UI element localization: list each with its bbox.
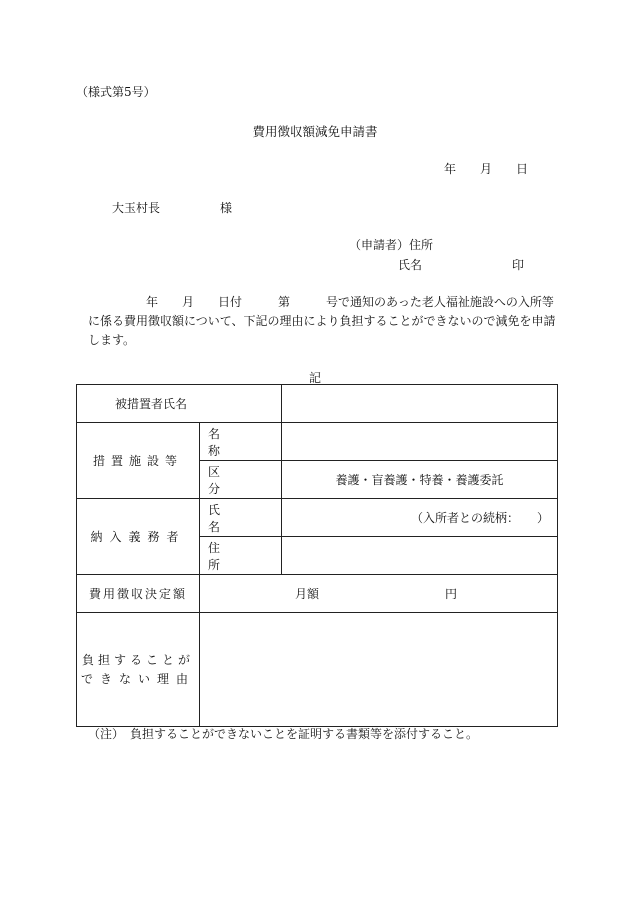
applicant-name-line <box>398 256 524 273</box>
facility-name-label <box>200 423 282 461</box>
subject-name-text <box>77 395 281 412</box>
payer-relation-field[interactable]: （入所者との続柄： ） <box>282 499 558 537</box>
facility-class-label <box>200 461 282 499</box>
reason-label-line-2: できない理由 <box>80 671 195 686</box>
reason-label <box>77 613 200 727</box>
reason-field[interactable] <box>200 613 558 727</box>
facility-class-options[interactable]: 養護・盲養護・特養・養護委託 <box>282 461 558 499</box>
facility-class-label-text: 区分 <box>208 464 261 496</box>
body-line-2: に係る費用徴収額について、下記の理由により負担することができないので減免を申請 <box>88 314 556 328</box>
payer-address-label <box>200 537 282 575</box>
facility-name-field[interactable] <box>282 423 558 461</box>
facility-name-label-text: 名称 <box>208 426 261 458</box>
addressee-name: 大玉村長 <box>112 201 161 215</box>
form-number: （様式第5号） <box>76 85 156 99</box>
reason-label-line-1: 負担することが <box>81 652 194 667</box>
payer-label-text: 納入義務者 <box>90 530 186 544</box>
amount-yen-label: 円 <box>445 587 458 601</box>
applicant-address-label: （申請者）住所 <box>349 238 434 252</box>
addressee <box>112 199 232 216</box>
payer-name-label-text: 氏名 <box>208 502 261 534</box>
facility-label <box>77 423 200 499</box>
subject-name-label-text: 被措置者氏名 <box>115 397 188 411</box>
amount-monthly-label: 月額 <box>295 587 320 601</box>
subject-name-label <box>77 385 282 423</box>
date-line <box>444 160 528 177</box>
subject-name-field[interactable] <box>282 385 558 423</box>
ki-heading: 記 <box>308 371 321 385</box>
amount-label-text: 費用徴収決定額 <box>88 587 187 601</box>
body-line-1: 年 月 日付 第 号で通知のあった老人福祉施設への入所等 <box>146 295 554 309</box>
request-body <box>88 293 568 350</box>
amount-label <box>77 575 200 613</box>
applicant-name-label: 氏名 <box>398 258 423 272</box>
document-title: 費用徴収額減免申請書 <box>252 124 378 139</box>
payer-label <box>77 499 200 575</box>
date-month: 月 <box>480 162 493 176</box>
body-line-3: します。 <box>88 333 136 347</box>
seal-mark: 印 <box>512 258 525 272</box>
application-table <box>76 384 558 727</box>
date-day: 日 <box>516 162 529 176</box>
payer-address-label-text: 住所 <box>208 540 261 572</box>
addressee-honorific: 様 <box>220 201 233 215</box>
payer-name-label <box>200 499 282 537</box>
amount-field[interactable] <box>200 575 558 613</box>
facility-label-text: 措置施設等 <box>92 454 183 468</box>
payer-address-field[interactable] <box>282 537 558 575</box>
date-year: 年 <box>444 162 457 176</box>
footnote: （注） 負担することができないことを証明する書類等を添付すること。 <box>88 727 479 741</box>
